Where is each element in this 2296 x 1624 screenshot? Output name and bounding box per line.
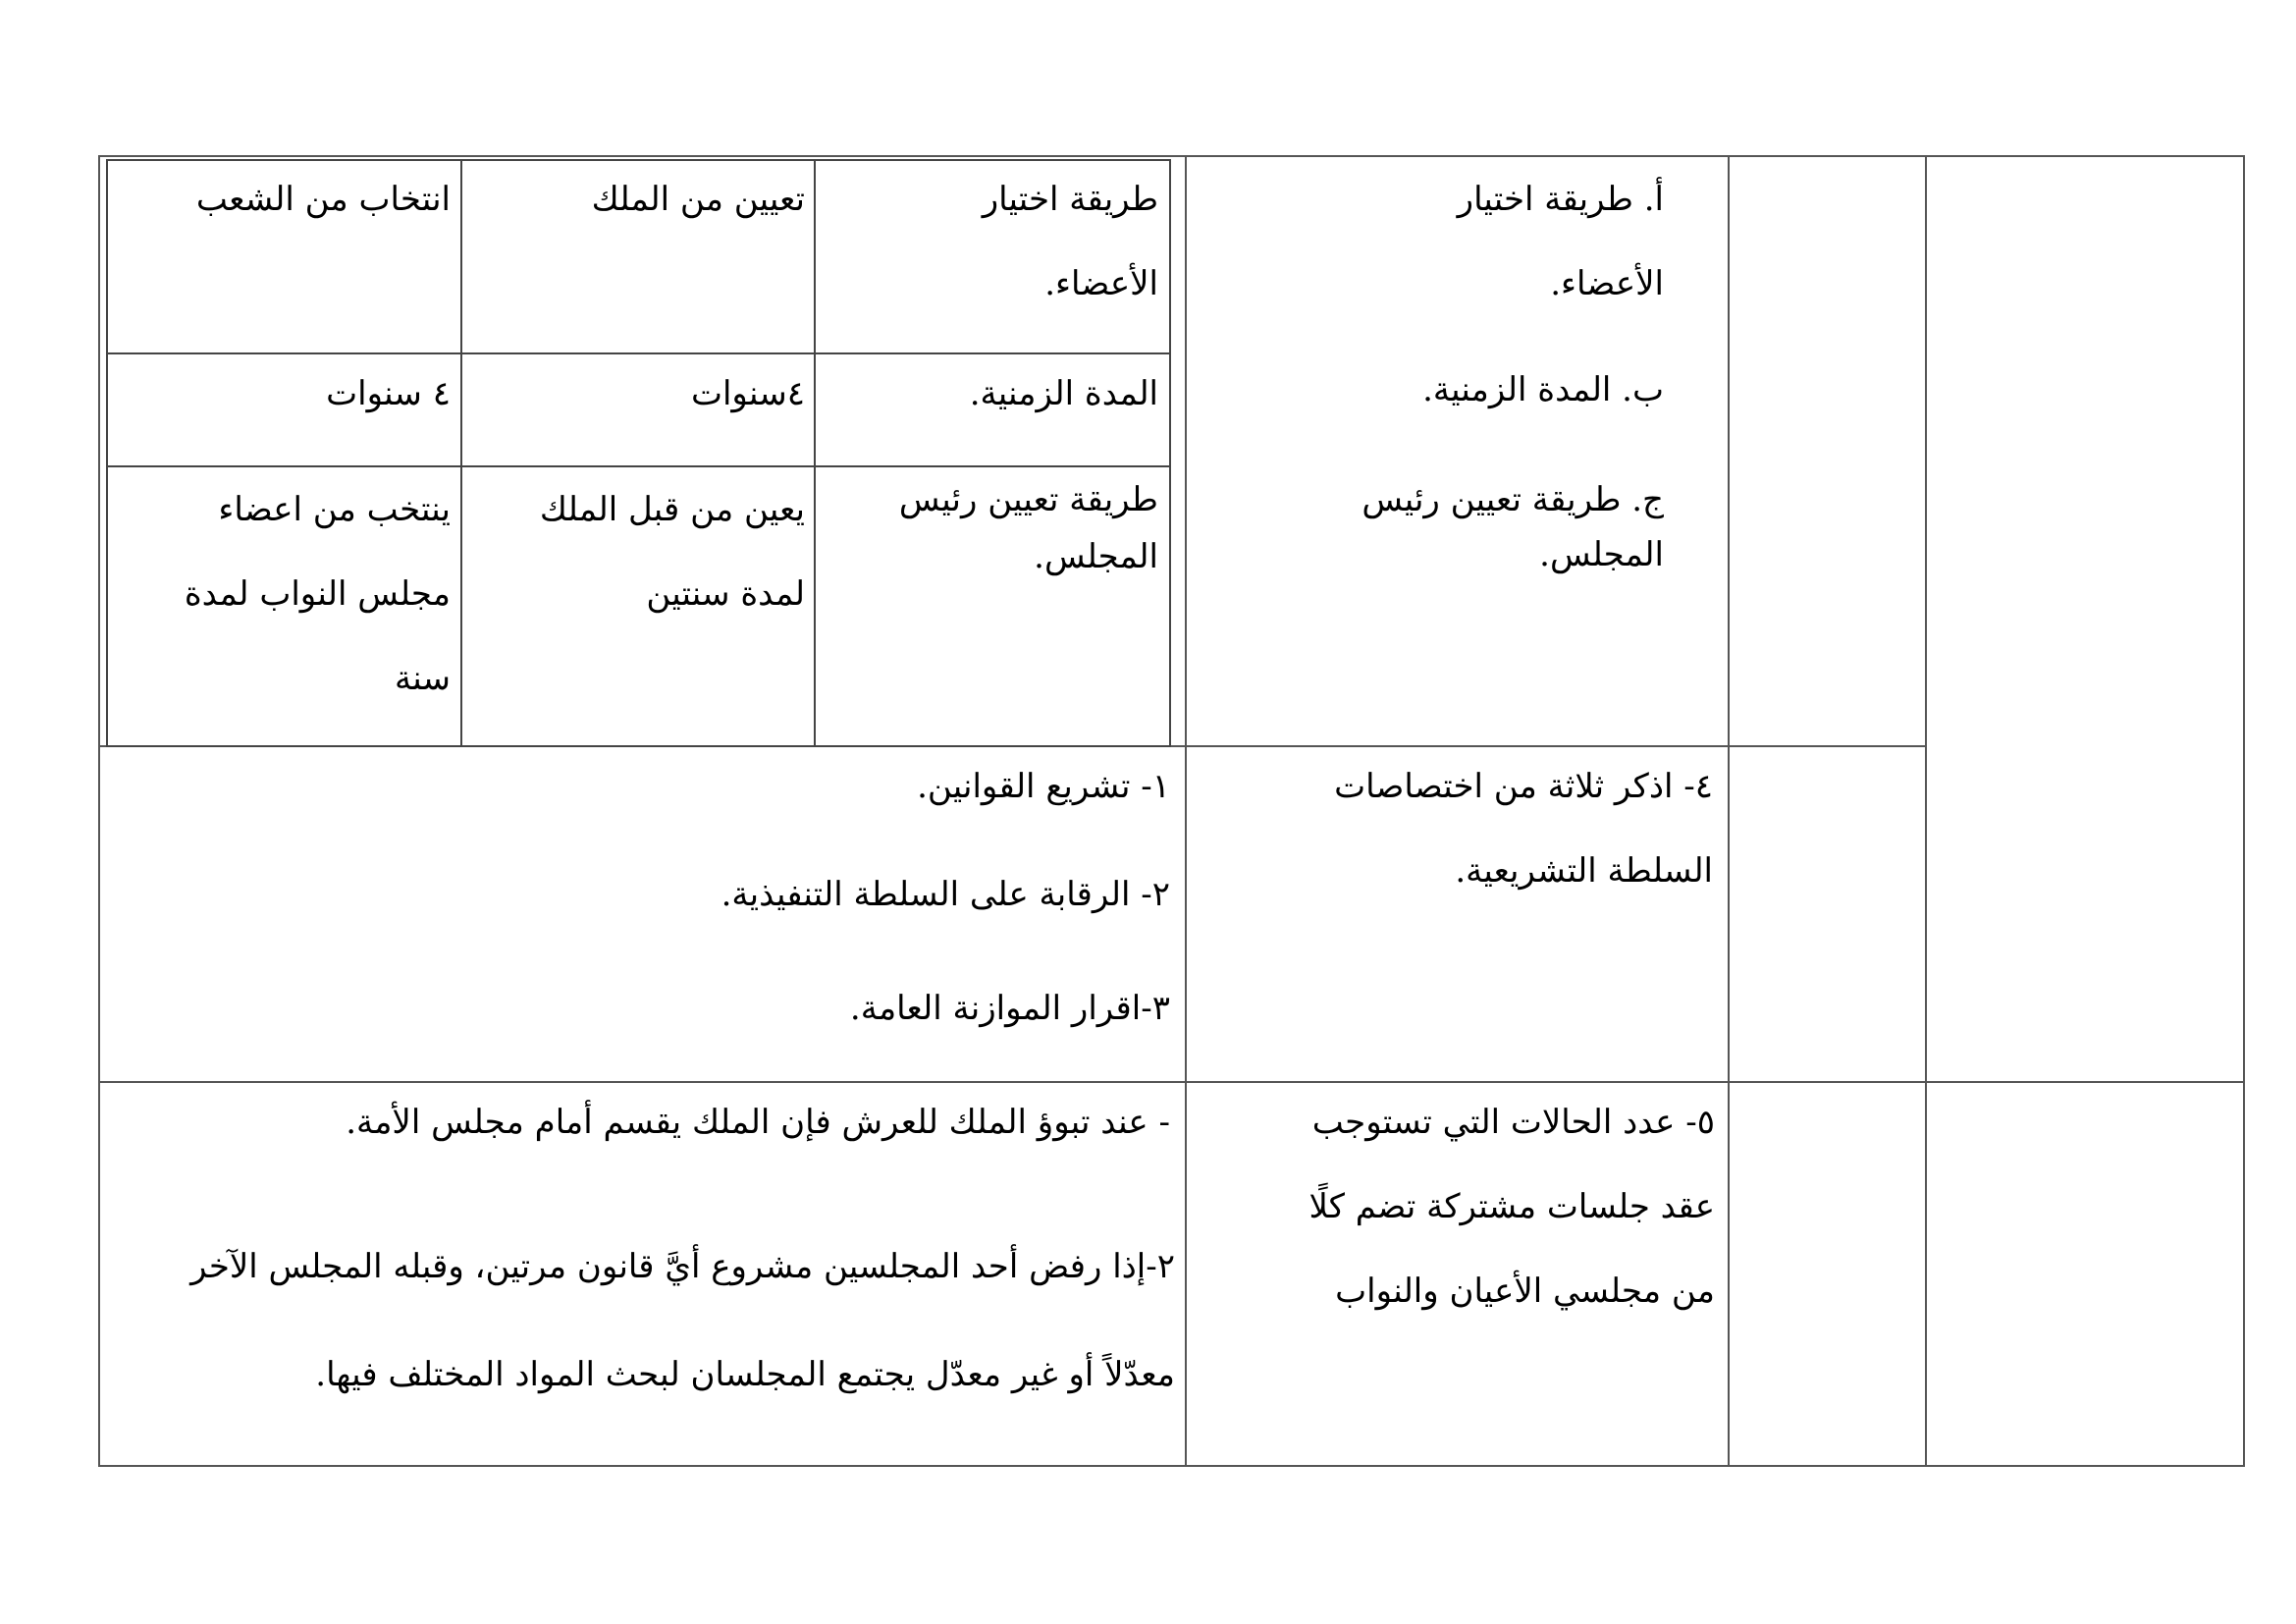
inner-border-left [106,159,108,747]
inner-col-divider-1 [460,159,462,747]
col-divider-question-mark [1728,155,1730,1467]
comparison-speaker-house: ينتخب من اعضاء مجلس النواب لمدة سنة [184,490,451,698]
comparison-header-house: انتخاب من الشعب [195,180,451,219]
question-5: ٥- عدد الحالات التي تستوجب عقد جلسات مشتركة تضم كلًا من مجلسي الأعيان والنواب [1308,1103,1715,1311]
comparison-duration-label: المدة الزمنية. [969,374,1158,413]
question-4: ٤- اذكر ثلاثة من اختصاصات السلطة التشريعية. [1334,767,1713,891]
table-border-right [2243,155,2245,1467]
question-item-b: ب. المدة الزمنية. [1422,370,1664,409]
table-border-bottom [98,1465,2245,1467]
comparison-header-criterion: طريقة اختيار الأعضاء. [982,180,1158,303]
answer-5-item-2: ٢-إذا رفض أحد المجلسين مشروع أيَّ قانون مرتين، وقبله المجلس الآخر معدّلاً أو غير معدّل يجتمع المجلسان لبحث المواد المختلف فيها. [190,1247,1175,1394]
answer-4-item-2: ٢- الرقابة على السلطة التنفيذية. [721,875,1170,914]
question-item-c: ج. طريقة تعيين رئيس المجلس. [1362,480,1664,574]
comparison-duration-house: ٤ سنوات [326,374,451,413]
comparison-duration-senate: ٤سنوات [690,374,805,413]
inner-col-divider-2 [814,159,816,747]
comparison-speaker-label: طريقة تعيين رئيس المجلس. [898,480,1158,576]
answer-4-item-1: ١- تشريع القوانين. [917,767,1170,806]
comparison-header-senate: تعيين من الملك [591,180,805,219]
answer-4-item-3: ٣-اقرار الموازنة العامة. [849,989,1170,1028]
col-divider-answer-question [1185,155,1187,1467]
exam-answer-table [98,155,2245,1467]
question-item-a: أ. طريقة اختيار الأعضاء. [1457,180,1664,303]
col-divider-mark-number [1925,155,1927,1467]
comparison-speaker-senate: يعين من قبل الملك لمدة سنتين [539,490,805,614]
table-border-left [98,155,100,1467]
answer-5-item-1: - عند تبوؤ الملك للعرش فإن الملك يقسم أمام مجلس الأمة. [346,1103,1170,1142]
inner-border-right [1169,159,1171,747]
